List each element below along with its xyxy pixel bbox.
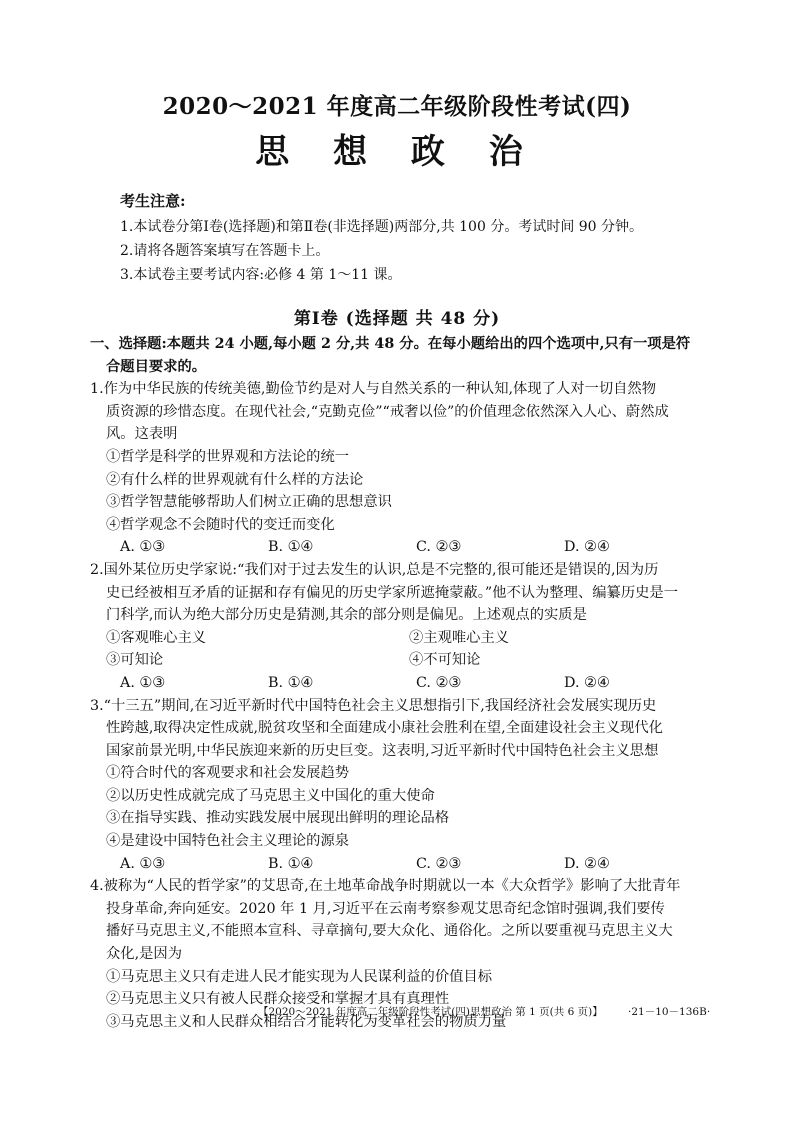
question-stem: 投身革命,奔向延安。2020 年 1 月,习近平在云南考察参观艾思奇纪念馆时强调,我们要传: [106, 900, 665, 917]
option-b: B. ①④: [268, 674, 314, 691]
exam-subject: 思 想 政 治: [255, 132, 539, 172]
section-title: 第Ⅰ卷 (选择题 共 48 分): [293, 309, 501, 329]
option-d: D. ②④: [564, 674, 610, 691]
option-a: A. ①③: [120, 855, 166, 872]
exam-title: 2020～2021 年度高二年级阶段性考试(四): [162, 93, 632, 120]
statement-row: [90, 649, 712, 672]
question-stem: 质资源的珍惜态度。在现代社会,“克勤克俭”“戒奢以俭”的价值理念依然深入人心、蔚然成: [106, 403, 669, 420]
question-2: [90, 559, 712, 695]
question-stem: 性跨越,取得决定性成就,脱贫攻坚和全面建成小康社会胜利在望,全面建设社会主义现代化: [106, 720, 663, 737]
option-c: C. ②③: [416, 674, 462, 691]
part-instructions: 合题目要求的。: [106, 358, 207, 375]
statement-item: ③在指导实践、推动实践发展中展现出鲜明的理论品格: [106, 810, 450, 827]
question-stem: 播好马克思主义,不能照本宣科、寻章摘句,要大众化、通俗化。之所以要重视马克思主义大: [106, 923, 673, 940]
statement-item: ④不可知论: [409, 652, 481, 669]
answer-options: [90, 853, 712, 876]
statement-item: ②主观唯心主义: [409, 629, 510, 646]
statement-item: ①符合时代的客观要求和社会发展趋势: [106, 765, 350, 782]
question-stem: 风。这表明: [106, 426, 178, 443]
option-d: D. ②④: [564, 855, 610, 872]
statement-item: ②有什么样的世界观就有什么样的方法论: [106, 471, 364, 488]
option-a: A. ①③: [120, 674, 166, 691]
part-instructions: 一、选择题:本题共 24 小题,每小题 2 分,共 48 分。在每小题给出的四个选项中,只有一项是符: [90, 336, 691, 352]
statement-item: ②马克思主义只有被人民群众接受和掌握才具有真理性: [106, 991, 450, 1008]
statement-item: ③可知论: [106, 652, 164, 669]
answer-options: [90, 672, 712, 695]
question-stem: 3.“十三五”期间,在习近平新时代中国特色社会主义思想指引下,我国经济社会发展实现历史: [90, 697, 657, 714]
question-stem: 4.被称为“人民的哲学家”的艾思奇,在土地革命战争时期就以一本《大众哲学》影响了大批青年: [90, 878, 681, 895]
notice-heading: 考生注意:: [120, 192, 186, 210]
statement-item: ②以历史性成就完成了马克思主义中国化的重大使命: [106, 787, 435, 804]
statement-item: ③哲学智慧能够帮助人们树立正确的思想意识: [106, 494, 392, 511]
statement-item: ①哲学是科学的世界观和方法论的统一: [106, 448, 350, 465]
option-b: B. ①④: [268, 539, 314, 556]
statement-item: ④哲学观念不会随时代的变迁而变化: [106, 516, 335, 533]
statement-item: ④是建设中国特色社会主义理论的源泉: [106, 833, 350, 850]
paper-code: ·21－10－136B·: [628, 1006, 711, 1018]
question-stem: 史已经被相互矛盾的证据和存有偏见的历史学家所遮掩蒙蔽。”他不认为整理、编纂历史是一: [106, 584, 679, 601]
question-stem: 国家前景光明,中华民族迎来新的历史巨变。这表明,习近平新时代中国特色社会主义思想: [106, 742, 659, 759]
page-footer: 【2020～2021 年度高二年级阶段性考试(四)思想政治 第 1 页(共 6 页)】: [258, 1006, 603, 1018]
statement-item: ①马克思主义只有走进人民才能实现为人民谋利益的价值目标: [106, 968, 493, 985]
option-d: D. ②④: [564, 539, 610, 556]
notice-item: 2.请将各题答案填写在答题卡上。: [120, 243, 330, 259]
question-3: [90, 695, 712, 876]
statement-item: ①客观唯心主义: [106, 629, 207, 646]
notice-item: 1.本试卷分第Ⅰ卷(选择题)和第Ⅱ卷(非选择题)两部分,共 100 分。考试时间 90 分钟。: [120, 219, 644, 235]
option-a: A. ①③: [120, 539, 166, 556]
question-1: [90, 378, 712, 559]
candidate-notice: [120, 190, 643, 287]
option-c: C. ②③: [416, 855, 462, 872]
answer-options: [90, 536, 712, 559]
question-body: [90, 333, 712, 1033]
option-c: C. ②③: [416, 539, 462, 556]
question-stem: 门科学,而认为绝大部分历史是猜测,其余的部分则是偏见。上述观点的实质是: [106, 607, 587, 624]
notice-item: 3.本试卷主要考试内容:必修 4 第 1～11 课。: [120, 267, 402, 283]
statement-row: [90, 627, 712, 650]
question-stem: 众化,是因为: [106, 946, 183, 963]
statement-item: ③马克思主义和人民群众相结合才能转化为变革社会的物质力量: [106, 1013, 507, 1030]
option-b: B. ①④: [268, 855, 314, 872]
question-stem: 1.作为中华民族的传统美德,勤俭节约是对人与自然关系的一种认知,体现了人对一切自然物: [90, 381, 657, 398]
question-stem: 2.国外某位历史学家说:“我们对于过去发生的认识,总是不完整的,很可能还是错误的,因为历: [90, 561, 659, 578]
